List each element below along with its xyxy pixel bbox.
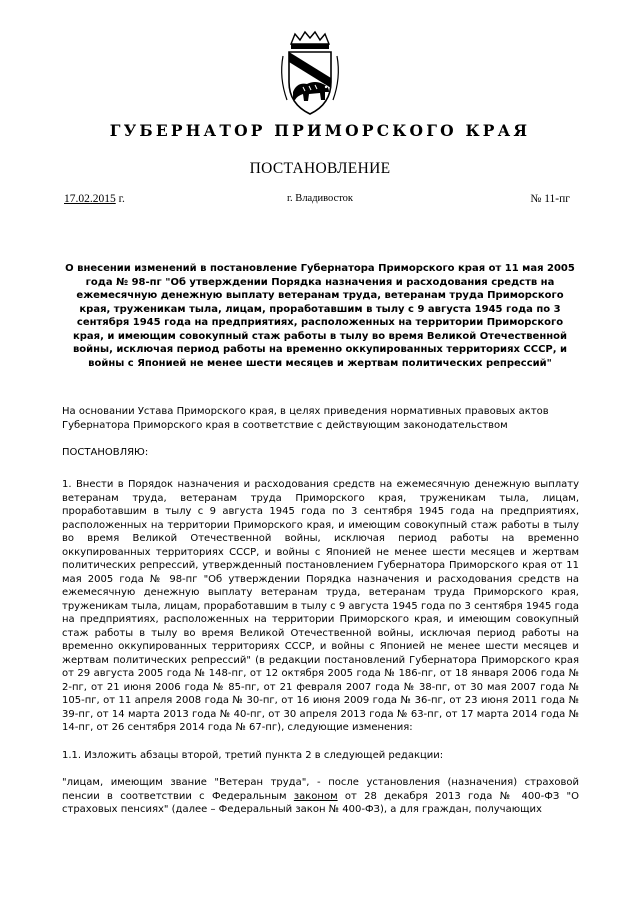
quoted-paragraph: [62, 776, 579, 817]
document-place: г. Владивосток: [286, 193, 354, 204]
document-date-suffix: г.: [115, 193, 125, 205]
item-1-1-paragraph: 1.1. Изложить абзацы второй, третий пункта 2 в следующей редакции:: [62, 750, 444, 761]
document-type: ПОСТАНОВЛЕНИЕ: [249, 160, 391, 177]
quoted-text-start: "лицам, имеющим звание "Ветеран труда", - после установления (назначения) страховой пенсии в соответствии с Федеральным: [62, 777, 579, 802]
basis-paragraph: На основании Устава Приморского края, в целях приведения нормативных правовых актов Губернатора Приморского края в соответствие с действующим законодательством: [62, 406, 549, 431]
document-number: № 11-пг: [530, 193, 570, 205]
item-1-paragraph: 1. Внести в Порядок назначения и расходования средств на ежемесячную денежную выплату ветеранам труда, ветеранам труда Приморского края, труженикам тыла, лицам, проработавшим в тылу с 9 августа 1945 года по 3 сентября 1945 года на предприятиях, расположенных на территории Приморского края, и имеющим совокупный стаж работы в тылу во время Великой Отечественной войны, исключая период работы на временно оккупированных территориях СССР, и войны с Японией не менее шести месяцев и жертвам политических репрессий, утвержденный постановлением Губернатора Приморского края от 11 мая 2005 года № 98-пг "Об утверждении Порядка назначения и расходования средств на ежемесячную денежную выплату ветеранам труда, ветеранам труда Приморского края, труженикам тыла, лицам, проработавшим в тылу с 9 августа 1945 года по 3 сентября 1945 года на предприятиях, расположенных на территории Приморского края, и имеющим совокупный стаж работы в тылу во время Великой Отечественной войны, исключая период работы на временно оккупированных территориях СССР, и войны с Японией не менее шести месяцев и жертвам политических репрессий" (в редакции постановлений Губернатора Приморского края от 29 августа 2005 года № 148-пг, от 12 октября 2005 года № 186-пг, от 18 января 2006 года № 2-пг, от 21 июня 2006 года № 85-пг, от 21 февраля 2007 года № 38-пг, от 30 мая 2007 года № 105-пг, от 11 апреля 2008 года № 30-пг, от 16 июня 2009 года № 36-пг, от 23 июня 2011 года № 39-пг, от 14 марта 2013 года № 40-пг, от 30 апреля 2013 года № 63-пг, от 17 марта 2014 года № 14-пг, от 26 сентября 2014 года № 67-пг), следующие изменения:: [62, 479, 579, 733]
document-title: О внесении изменений в постановление Губернатора Приморского края от 11 мая 2005 года № 98-пг "Об утверждении Порядка назначения и расходования средств на ежемесячную денежную выплату ветеранам труда, ветеранам труда Приморского края, труженикам тыла, лицам, проработавшим в тылу с 9 августа 1945 года по 3 сентября 1945 года на предприятиях, расположенных на территории Приморского края, и имеющим совокупный стаж работы в тылу во время Великой Отечественной войны, исключая период работы на временно оккупированных территориях СССР, и войны с Японией не менее шести месяцев и жертвам политических репрессий": [65, 263, 575, 369]
resolve-heading: ПОСТАНОВЛЯЮ:: [62, 447, 149, 458]
primorsky-coat-of-arms-icon: [273, 30, 347, 118]
federal-law-link[interactable]: законом: [293, 790, 338, 802]
quoted-text-end: от 28 декабря 2013 года № 400-ФЗ "О страховых пенсиях" (далее – Федеральный закон № 400-ФЗ), а для граждан, получающих: [62, 790, 579, 815]
document-date-value: 17.02.2015: [64, 193, 116, 205]
issuer-heading: ГУБЕРНАТОР ПРИМОРСКОГО КРАЯ: [109, 121, 531, 140]
